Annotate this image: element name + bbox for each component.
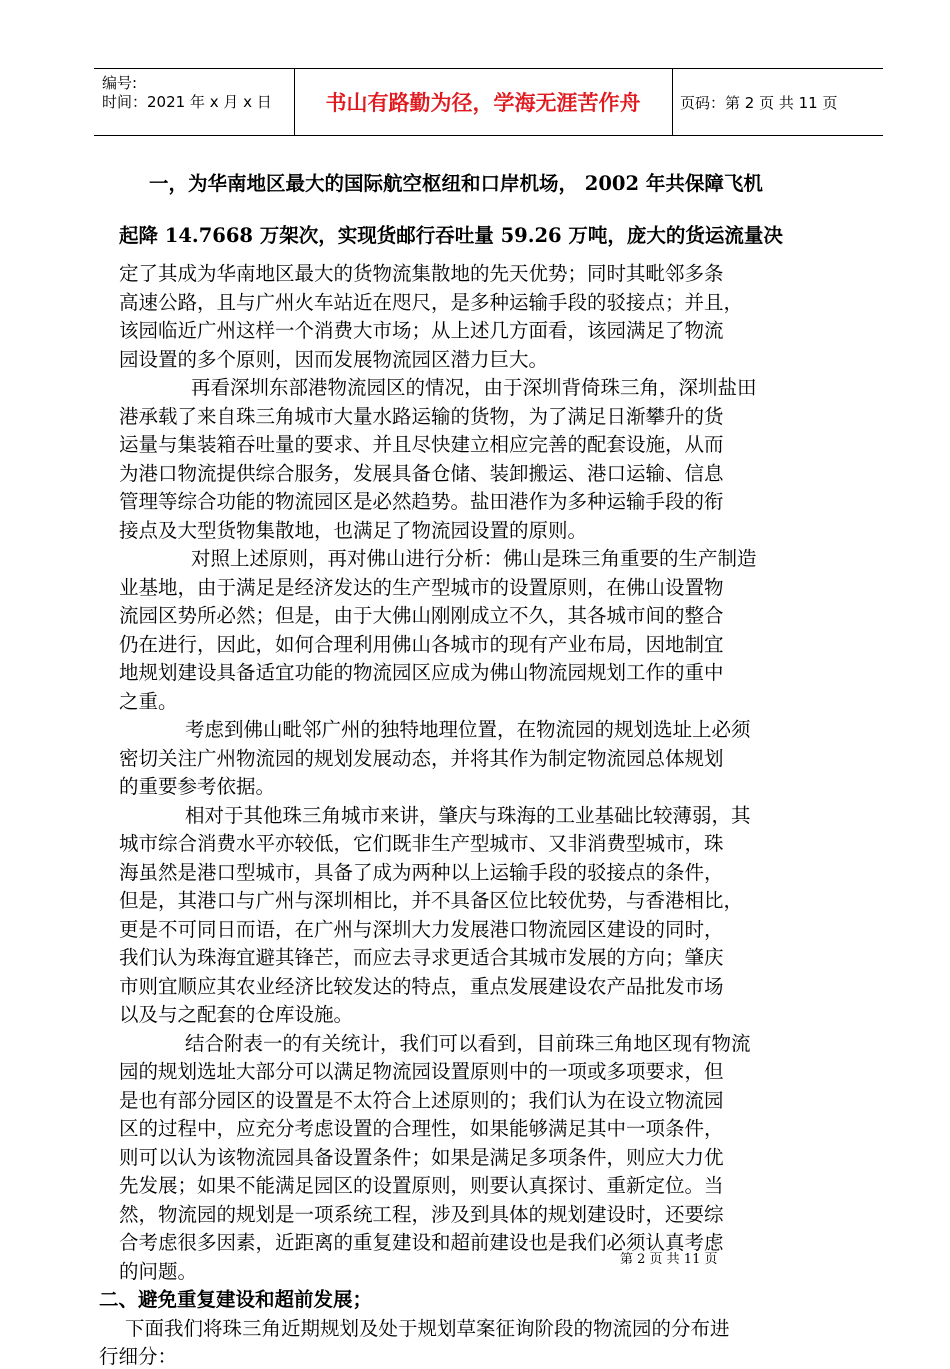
body-line: 合考虑很多因素，近距离的重复建设和超前建设也是我们必须认真考虑: [119, 1231, 724, 1254]
body-line: 二、避免重复建设和超前发展；: [99, 1288, 373, 1311]
body-line: 流园区势所必然；但是，由于大佛山刚刚成立不久，其各城市间的整合: [119, 604, 724, 627]
body-line: 一，为华南地区最大的国际航空枢纽和口岸机场， 2002 年共保障飞机: [149, 172, 763, 195]
body-line: 考虑到佛山毗邻广州的独特地理位置，在物流园的规划选址上必须: [185, 718, 751, 741]
body-line: 密切关注广州物流园的规划发展动态，并将其作为制定物流园总体规划: [119, 746, 724, 770]
body-line: 之重。: [119, 689, 178, 713]
body-line: 园的规划选址大部分可以满足物流园设置原则中的一项或多项要求，但: [119, 1060, 724, 1083]
body-line: 仍在进行，因此，如何合理利用佛山各城市的现有产业布局，因地制宜: [119, 632, 724, 656]
body-line: 我们认为珠海宜避其锋芒，而应去寻求更适合其城市发展的方向；肇庆: [119, 946, 724, 969]
body-line: 先发展；如果不能满足园区的设置原则，则要认真探讨、重新定位。当: [119, 1174, 724, 1197]
body-line: 园设置的多个原则，因而发展物流园区潜力巨大。: [119, 347, 549, 371]
header-meta-cell: [94, 69, 295, 135]
body-line: 然，物流园的规划是一项系统工程，涉及到具体的规划建设时，还要综: [119, 1202, 724, 1226]
body-line: 相对于其他珠三角城市来讲，肇庆与珠海的工业基础比较薄弱，其: [185, 803, 751, 827]
body-line: 以及与之配套的仓库设施。: [119, 1003, 354, 1026]
body-line: 的问题。: [119, 1259, 198, 1283]
body-line: 区的过程中，应充分考虑设置的合理性，如果能够满足其中一项条件，: [119, 1117, 724, 1140]
body-line: 城市综合消费水平亦较低，它们既非生产型城市、又非消费型城市，珠: [119, 832, 724, 855]
body-line: 是也有部分园区的设置是不太符合上述原则的；我们认为在设立物流园: [119, 1088, 724, 1112]
body-line: 海虽然是港口型城市，具备了成为两种以上运输手段的驳接点的条件，: [119, 860, 724, 884]
body-line: 市则宜顺应其农业经济比较发达的特点，重点发展建设农产品批发市场: [119, 974, 724, 998]
body-line: 业基地，由于满足是经济发达的生产型城市的设置原则，在佛山设置物: [119, 575, 724, 599]
page-number-label: 页码：第 2 页 共 11 页: [680, 94, 838, 112]
motto-text: 书山有路勤为径，学海无涯苦作舟: [325, 91, 641, 115]
body-line: 管理等综合功能的物流园区是必然趋势。盐田港作为多种运输手段的衔: [119, 490, 724, 513]
number-label: 编号:: [102, 74, 138, 92]
body-line: 再看深圳东部港物流园区的情况，由于深圳背倚珠三角，深圳盐田: [191, 376, 757, 399]
body-line: 地规划建设具备适宜功能的物流园区应成为佛山物流园规划工作的重中: [119, 661, 724, 684]
body-line: 该园临近广州这样一个消费大市场；从上述几方面看，该园满足了物流: [119, 319, 724, 342]
body-line: 下面我们将珠三角近期规划及处于规划草案征询阶段的物流园的分布进: [125, 1316, 730, 1340]
header-page-cell: [672, 69, 883, 135]
body-line: 对照上述原则，再对佛山进行分析：佛山是珠三角重要的生产制造: [191, 547, 757, 570]
time-label: 时间：2021 年 x 月 x 日: [102, 93, 272, 111]
body-line: 高速公路，且与广州火车站近在咫尺，是多种运输手段的驳接点；并且，: [119, 290, 744, 314]
body-line: 运量与集装箱吞吐量的要求、并且尽快建立相应完善的配套设施，从而: [119, 433, 724, 456]
body-line: 港承载了来自珠三角城市大量水路运输的货物，为了满足日渐攀升的货: [119, 404, 724, 428]
body-line: 接点及大型货物集散地，也满足了物流园设置的原则。: [119, 518, 588, 542]
body-line: 则可以认为该物流园具备设置条件；如果是满足多项条件，则应大力优: [119, 1145, 724, 1169]
body-line: 定了其成为华南地区最大的货物流集散地的先天优势；同时其毗邻多条: [119, 262, 724, 285]
body-line: 起降 14.7668 万架次，实现货邮行吞吐量 59.26 万吨，庞大的货运流量决: [119, 224, 783, 247]
body-line: 更是不可同日而语，在广州与深圳大力发展港口物流园区建设的同时，: [119, 917, 724, 941]
body-line: 但是，其港口与广州与深圳相比，并不具备区位比较优势，与香港相比，: [119, 889, 744, 912]
body-line: 的重要参考依据。: [119, 775, 276, 798]
body-line: 行细分：: [99, 1345, 178, 1368]
page-footer: 第 2 页 共 11 页: [620, 1252, 718, 1267]
body-line: 为港口物流提供综合服务，发展具备仓储、装卸搬运、港口运输、信息: [119, 461, 724, 485]
page-header: [94, 68, 883, 136]
header-motto-cell: [294, 69, 673, 135]
body-line: 结合附表一的有关统计，我们可以看到，目前珠三角地区现有物流: [185, 1031, 751, 1055]
